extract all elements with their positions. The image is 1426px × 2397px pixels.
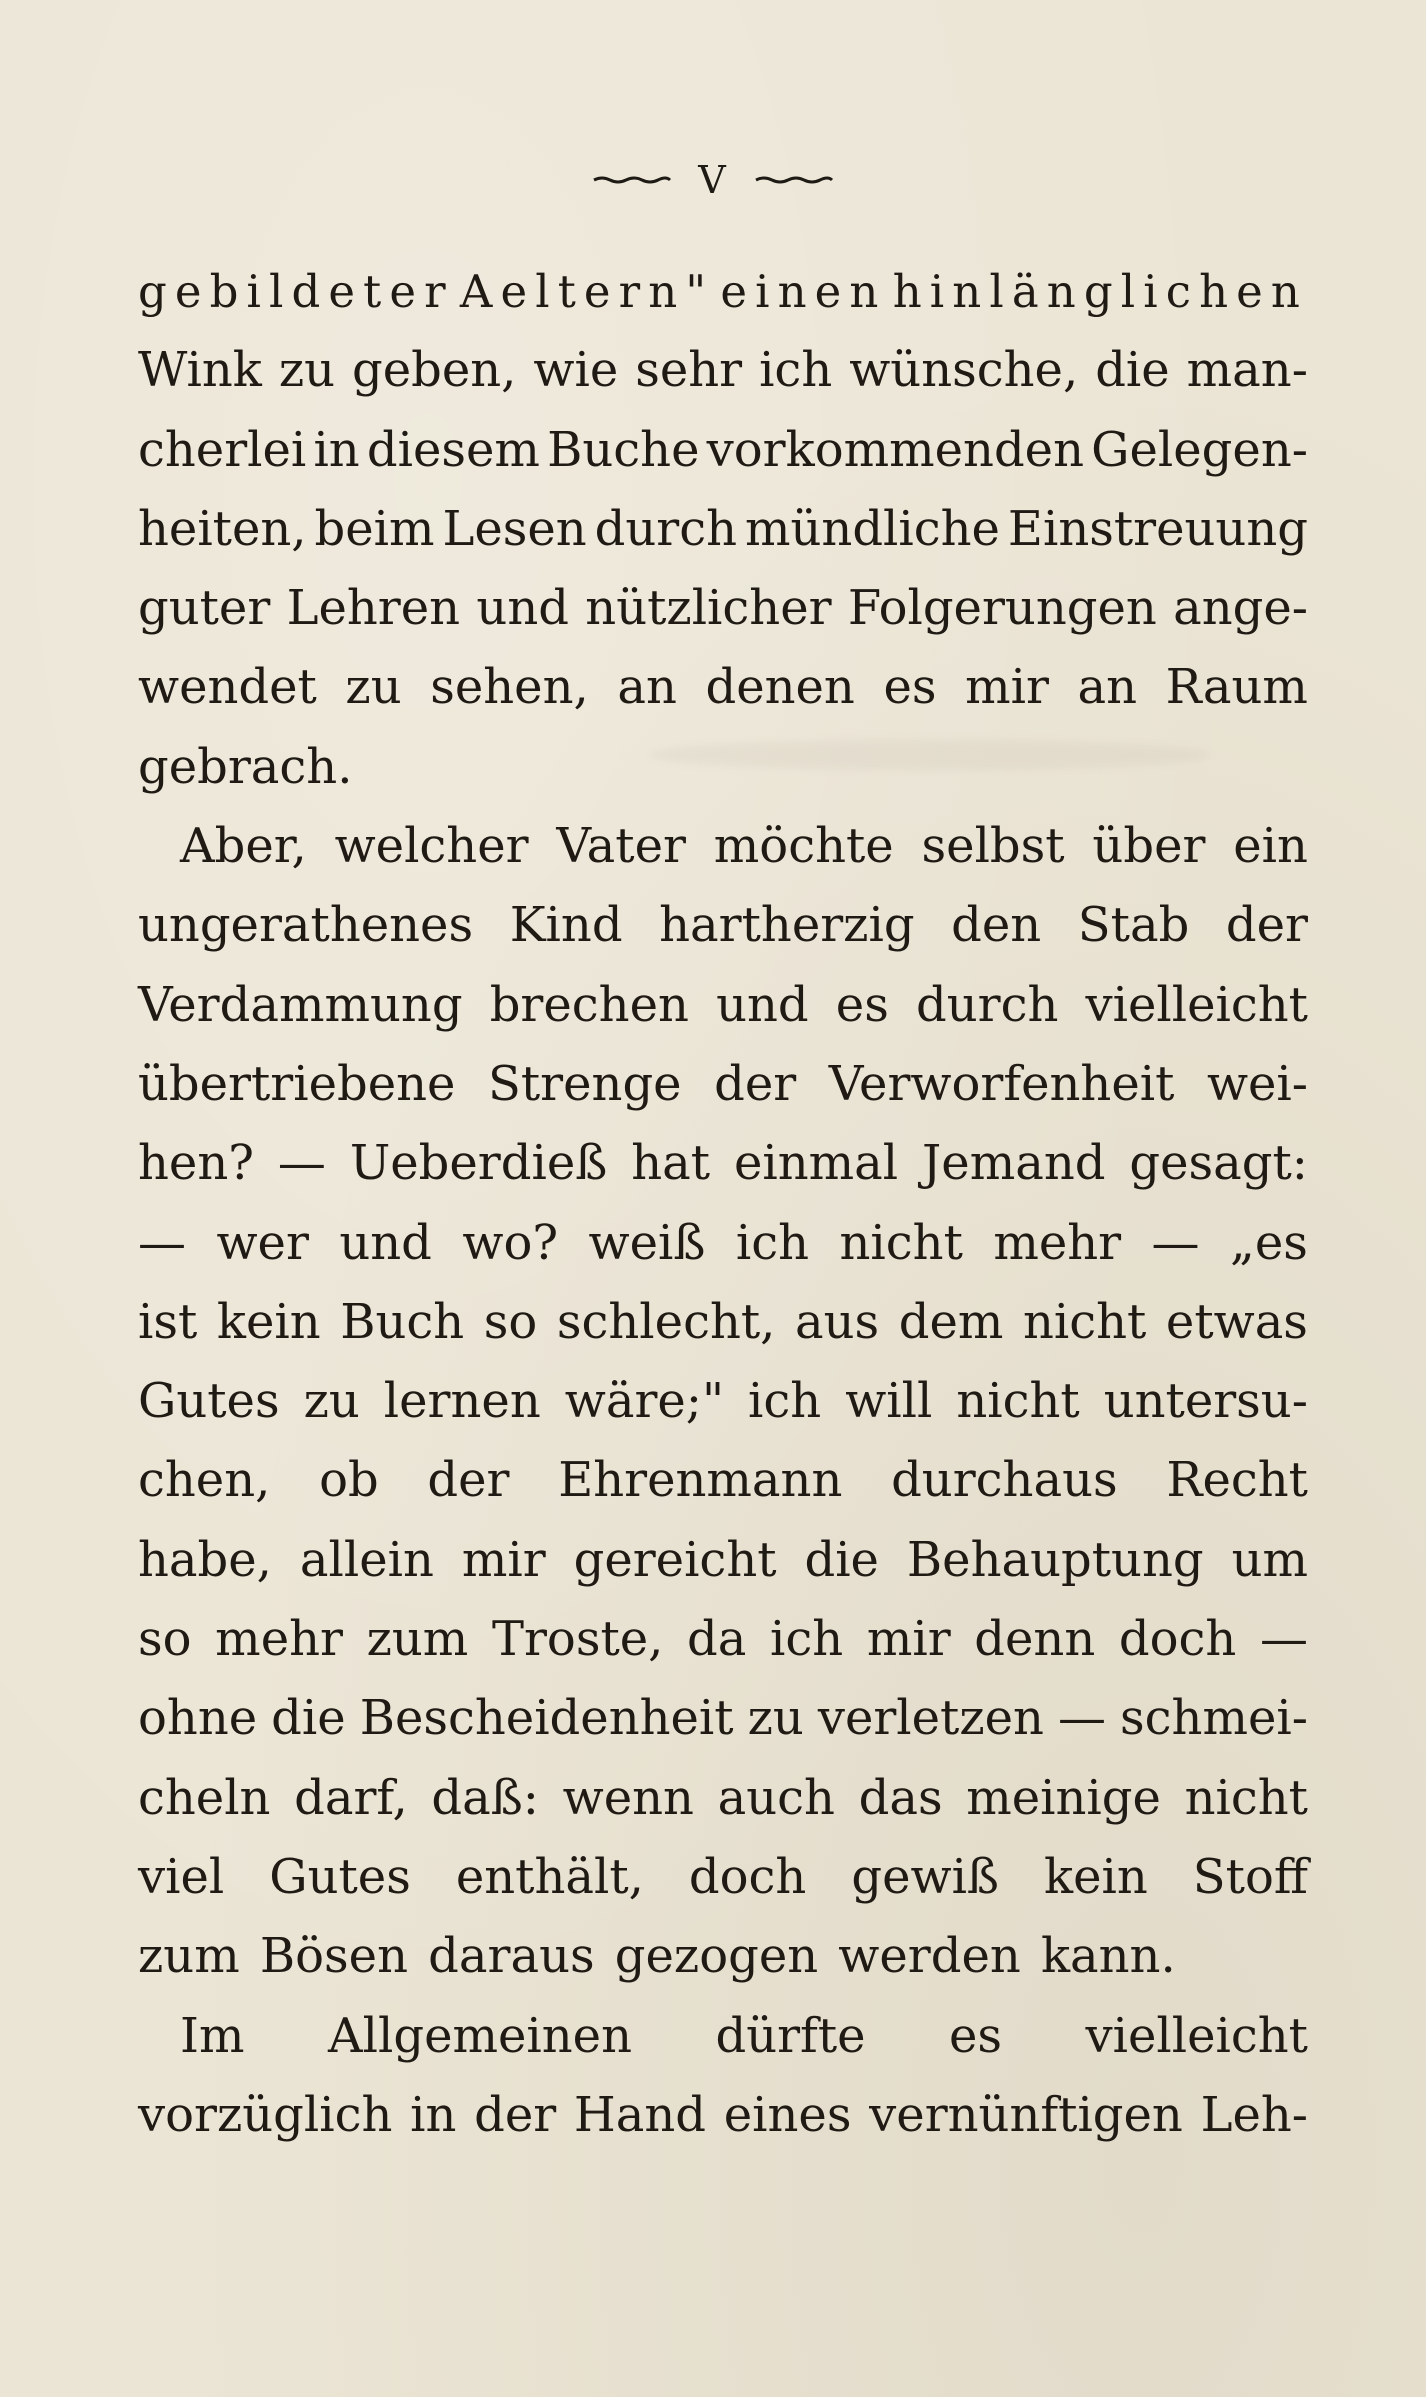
text-line — [138, 1917, 1308, 1996]
word: mir — [461, 1531, 546, 1588]
word: ungerathenes — [138, 897, 474, 954]
word: Buche — [547, 421, 700, 478]
word: gewiß — [851, 1848, 999, 1905]
word: wer — [216, 1214, 309, 1271]
word: eines — [723, 2086, 852, 2143]
word: Gutes — [269, 1848, 411, 1905]
word: Kind — [509, 897, 623, 954]
text-line — [138, 1997, 1308, 2076]
word: der — [474, 2086, 557, 2143]
word: daraus — [428, 1928, 595, 1985]
word: verletzen — [817, 1690, 1044, 1747]
text-line — [138, 252, 1308, 331]
word: nicht — [1184, 1769, 1308, 1826]
text-line — [138, 807, 1308, 886]
text-line — [138, 331, 1308, 410]
word: wie — [533, 342, 619, 399]
word: Vater — [556, 818, 686, 875]
word: kein — [216, 1293, 321, 1350]
word: schlecht, — [556, 1293, 776, 1350]
word: einmal — [733, 1135, 899, 1192]
word: es — [949, 2007, 1003, 2064]
word: Allgemeinen — [327, 2007, 632, 2064]
text-line — [138, 1045, 1308, 1124]
word: über — [1092, 818, 1206, 875]
word: Buch — [340, 1293, 465, 1350]
word: sehr — [635, 342, 743, 399]
word: Stoff — [1192, 1848, 1308, 1905]
word: dem — [898, 1293, 1004, 1350]
text-line — [138, 1124, 1308, 1203]
word: Gutes — [138, 1373, 280, 1430]
word: nicht — [956, 1373, 1080, 1430]
word: hinlänglichen — [892, 265, 1308, 318]
word: cherlei — [138, 421, 307, 478]
word: beim — [314, 500, 435, 557]
word: gebrach. — [138, 738, 353, 795]
word: einen — [720, 265, 887, 318]
word: — — [1259, 1611, 1308, 1668]
word: und — [476, 580, 569, 637]
word: ange- — [1173, 580, 1308, 637]
word: schmei- — [1120, 1690, 1308, 1747]
word: Lehren — [286, 580, 461, 637]
word: gebildeter — [138, 265, 454, 318]
word: mehr — [993, 1214, 1122, 1271]
word: Raum — [1165, 659, 1308, 716]
word: nützlicher — [585, 580, 832, 637]
word: weiß — [588, 1214, 706, 1271]
word: darf, — [294, 1769, 408, 1826]
body-text — [138, 252, 1308, 2155]
word: nicht — [1022, 1293, 1147, 1350]
word: und — [339, 1214, 432, 1271]
word: mir — [866, 1611, 951, 1668]
word: vernünftigen — [869, 2086, 1183, 2143]
word: gesagt: — [1129, 1135, 1308, 1192]
word: selbst — [921, 818, 1065, 875]
word: cheln — [138, 1769, 271, 1826]
word: Behauptung — [906, 1531, 1204, 1588]
text-line — [138, 2076, 1308, 2155]
word: gezogen — [614, 1928, 819, 1985]
word: kann. — [1040, 1928, 1176, 1985]
word: werden — [838, 1928, 1021, 1985]
word: Ehrenmann — [558, 1452, 843, 1509]
word: geben, — [351, 342, 517, 399]
word: zum — [138, 1928, 240, 1985]
word: — — [138, 1214, 186, 1271]
word: hat — [631, 1135, 711, 1192]
word: zu — [345, 659, 402, 716]
word: vielleicht — [1085, 976, 1308, 1033]
page-number: V — [698, 158, 728, 202]
word: Leh- — [1200, 2086, 1308, 2143]
word: Stab — [1077, 897, 1190, 954]
word: ohne — [138, 1690, 258, 1747]
word: vorzüglich — [138, 2086, 393, 2143]
word: Bescheidenheit — [359, 1690, 734, 1747]
word: ich — [759, 342, 833, 399]
word: ein — [1233, 818, 1308, 875]
word: ich — [748, 1373, 822, 1430]
text-line — [138, 1521, 1308, 1600]
word: Gelegen- — [1091, 421, 1308, 478]
word: enthält, — [455, 1848, 644, 1905]
word: zu — [747, 1690, 804, 1747]
left-ornament — [592, 175, 672, 185]
word: denen — [705, 659, 855, 716]
word: Einstreuung — [1007, 500, 1308, 557]
text-line — [138, 1441, 1308, 1520]
word: die — [804, 1531, 879, 1588]
word: zu — [278, 342, 336, 399]
word: an — [1077, 659, 1138, 716]
word: Im — [180, 2007, 245, 2064]
word: ich — [770, 1611, 844, 1668]
word: nicht — [839, 1214, 963, 1271]
word: den — [951, 897, 1042, 954]
text-line — [138, 886, 1308, 965]
word: zu — [303, 1373, 360, 1430]
word: doch — [688, 1848, 807, 1905]
word: zum — [366, 1611, 469, 1668]
word: Wink — [138, 342, 262, 399]
word: wendet — [138, 659, 317, 716]
word: etwas — [1165, 1293, 1308, 1350]
word: man- — [1186, 342, 1308, 399]
text-line — [138, 569, 1308, 648]
word: brechen — [489, 976, 689, 1033]
text-line — [138, 411, 1308, 490]
word: wo? — [462, 1214, 559, 1271]
word: ob — [319, 1452, 379, 1509]
word: mehr — [215, 1611, 343, 1668]
word: chen, — [138, 1452, 271, 1509]
word: denn — [974, 1611, 1096, 1668]
word: gereicht — [573, 1531, 777, 1588]
word: der — [714, 1055, 797, 1112]
word: doch — [1118, 1611, 1237, 1668]
page-header — [0, 150, 1426, 210]
word: vielleicht — [1085, 2007, 1308, 2064]
text-line — [138, 1759, 1308, 1838]
word: durchaus — [891, 1452, 1118, 1509]
word: meinige — [966, 1769, 1161, 1826]
word: das — [858, 1769, 943, 1826]
word: will — [845, 1373, 933, 1430]
word: untersu- — [1103, 1373, 1308, 1430]
word: Troste, — [491, 1611, 664, 1668]
word: mündliche — [744, 500, 1000, 557]
word: und — [716, 976, 809, 1033]
word: übertriebene — [138, 1055, 456, 1112]
text-line — [138, 966, 1308, 1045]
word: Aeltern" — [459, 265, 715, 318]
word: hen? — [138, 1135, 254, 1192]
word: — — [1057, 1690, 1106, 1747]
word: Strenge — [488, 1055, 682, 1112]
word: es — [835, 976, 889, 1033]
word: an — [617, 659, 677, 716]
word: Jemand — [922, 1135, 1106, 1192]
word: „es — [1230, 1214, 1308, 1271]
word: allein — [299, 1531, 434, 1588]
word: durch — [594, 500, 738, 557]
word: so — [483, 1293, 538, 1350]
word: Lesen — [442, 500, 587, 557]
word: in — [313, 421, 360, 478]
word: lernen — [383, 1373, 541, 1430]
word: welcher — [334, 818, 529, 875]
word: aus — [794, 1293, 880, 1350]
word: die — [271, 1690, 346, 1747]
text-line — [138, 1283, 1308, 1362]
word: um — [1231, 1531, 1308, 1588]
text-line — [138, 1838, 1308, 1917]
word: mir — [965, 659, 1049, 716]
text-line — [138, 648, 1308, 727]
word: diesem — [366, 421, 540, 478]
word: habe, — [138, 1531, 272, 1588]
text-line — [138, 728, 1308, 807]
text-line — [138, 1600, 1308, 1679]
word: Verdammung — [138, 976, 463, 1033]
word: wenn — [562, 1769, 694, 1826]
word: — — [277, 1135, 326, 1192]
word: die — [1095, 342, 1170, 399]
word: Verworfenheit — [828, 1055, 1175, 1112]
word: möchte — [713, 818, 894, 875]
word: es — [883, 659, 937, 716]
word: auch — [717, 1769, 835, 1826]
text-line — [138, 490, 1308, 569]
word: guter — [138, 580, 271, 637]
word: da — [687, 1611, 747, 1668]
text-line — [138, 1679, 1308, 1758]
word: durch — [915, 976, 1059, 1033]
word: Ueberdieß — [349, 1135, 608, 1192]
word: hartherzig — [659, 897, 915, 954]
word: — — [1151, 1214, 1200, 1271]
word: heiten, — [138, 500, 307, 557]
word: dürfte — [715, 2007, 866, 2064]
word: kein — [1044, 1848, 1148, 1905]
text-line — [138, 1362, 1308, 1441]
word: in — [410, 2086, 457, 2143]
word: Aber, — [180, 818, 307, 875]
word: wünsche, — [849, 342, 1079, 399]
word: Recht — [1166, 1452, 1308, 1509]
word: wei- — [1206, 1055, 1308, 1112]
word: viel — [138, 1848, 225, 1905]
text-line — [138, 1204, 1308, 1283]
word: wäre;" — [564, 1373, 725, 1430]
word: Bösen — [259, 1928, 408, 1985]
right-ornament — [754, 175, 834, 185]
word: Hand — [573, 2086, 707, 2143]
word: so — [138, 1611, 192, 1668]
word: der — [1225, 897, 1308, 954]
word: der — [427, 1452, 510, 1509]
word: ich — [735, 1214, 810, 1271]
word: vorkommenden — [706, 421, 1084, 478]
word: daß: — [431, 1769, 539, 1826]
word: ist — [138, 1293, 198, 1350]
word: sehen, — [430, 659, 589, 716]
word: Folgerungen — [847, 580, 1157, 637]
